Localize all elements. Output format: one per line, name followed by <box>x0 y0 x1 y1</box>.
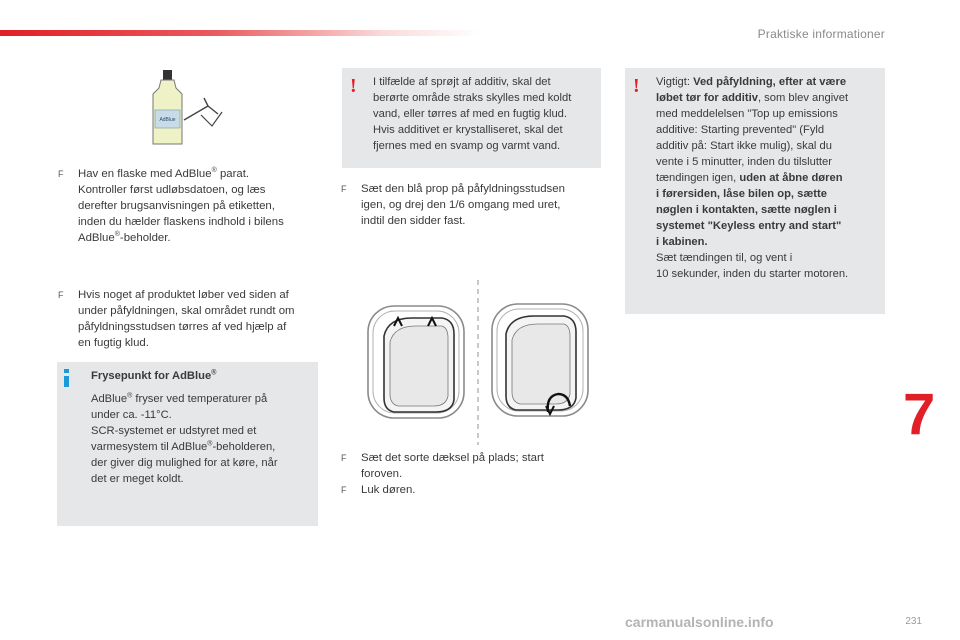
illustration-divider <box>477 280 479 445</box>
filler-flap-illustration-right <box>486 296 596 426</box>
adblue-bottle-illustration <box>146 68 226 146</box>
step-3: F Sæt den blå prop på påfyldningsstudsen igen, og drej den 1/6 omgang med uret, indtil den sidder fast. <box>341 183 565 227</box>
warning-box-right-body: Vigtigt: Ved påfyldning, efter at være løbet tør for additiv, som blev angivet med meddelelsen "Top up emissions additive: Starting prevented" (Fyld additiv på: Start ikke mulig), skal du vente i 5 minutter, inden du tilslutter tændingen igen, uden at åbne døren i førersiden, låse bilen op, sætte nøglen i kontakten, sætte nøglen i systemet "Keyless entry and start" i kabinen. Sæt tændingen til, og vent i 10 sekunder, inden du starter motoren. <box>656 76 849 280</box>
warning-icon: ! <box>350 75 357 97</box>
bullet-icon: F <box>341 453 347 463</box>
chapter-number: 7 <box>903 382 936 447</box>
bullet-icon: F <box>58 290 64 300</box>
info-box-body: AdBlue® fryser ved temperaturer på under ca. -11°C. SCR-systemet er udstyret med et varmesystem til AdBlue®-beholderen, der giver dig mulighed for at køre, når det er meget koldt. <box>91 392 278 485</box>
bullet-icon: F <box>58 169 64 179</box>
warning-icon: ! <box>633 75 640 97</box>
info-icon-dot <box>64 369 69 373</box>
bottle-label-text: AdBlue <box>159 117 176 123</box>
bullet-icon: F <box>341 184 347 194</box>
filler-flap-illustration-left <box>362 296 472 426</box>
bullet-icon: F <box>341 485 347 495</box>
step-1: F Hav en flaske med AdBlue® parat. Kontroller først udløbsdatoen, og læs derefter brugsanvisningen på etiketten, inden du hælder flaskens indhold i bilens AdBlue®-beholder. <box>58 167 284 244</box>
bottle-cap <box>163 70 172 80</box>
step-2: F Hvis noget af produktet løber ved siden af under påfyldningen, skal området rundt om påfyldningsstudsen tørres af ved hjælp af en fugtig klud. <box>58 289 295 349</box>
page-number: 231 <box>905 616 922 627</box>
warning-box-body: I tilfælde af sprøjt af additiv, skal det berørte område straks skylles med koldt vand, eller tørres af med en fugtig klud. Hvis additivet er krystalliseret, skal det fjernes med en svamp og varmt vand. <box>373 76 572 152</box>
info-box-title: Frysepunkt for AdBlue® <box>91 369 217 382</box>
nozzle-arrow-icon <box>184 98 218 120</box>
section-title: Praktiske informationer <box>757 27 885 41</box>
watermark: carmanualsonline.info <box>625 614 774 630</box>
info-icon <box>64 376 69 387</box>
step-4: F Sæt det sorte dæksel på plads; start foroven. <box>341 452 544 480</box>
header-accent-bar <box>0 30 480 36</box>
filler-neck-icon <box>201 112 222 126</box>
step-5: F Luk døren. <box>341 484 416 496</box>
